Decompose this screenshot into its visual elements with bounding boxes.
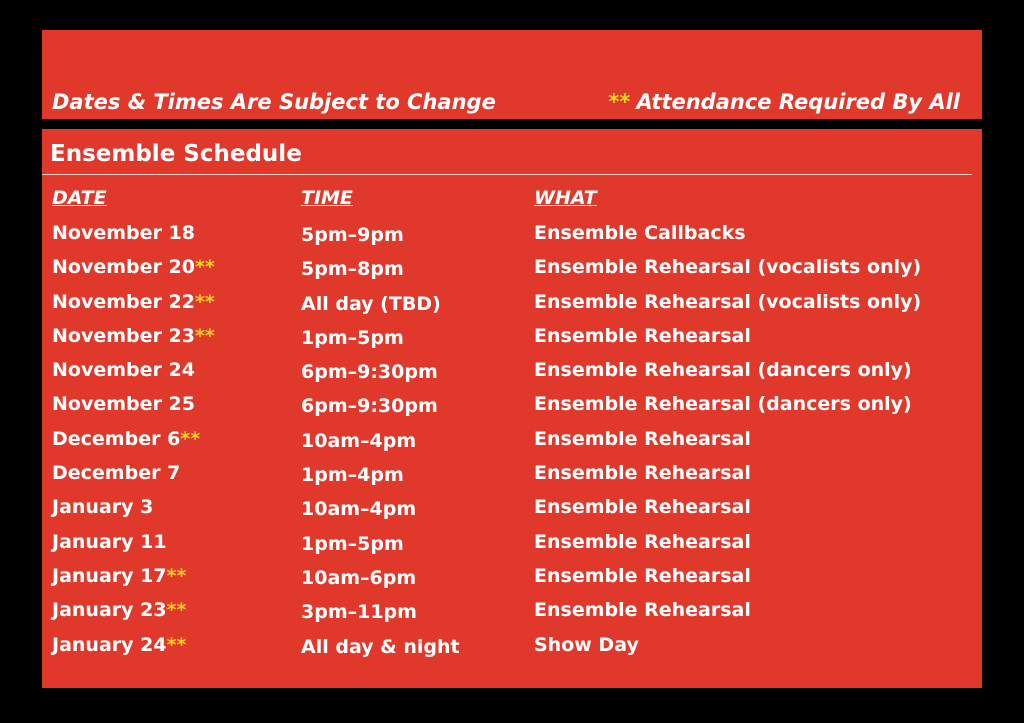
row-time: 1pm–5pm: [301, 532, 404, 555]
row-time: 6pm–9:30pm: [301, 361, 438, 384]
attendance-required-marker: **: [194, 256, 215, 279]
row-time: 10am–4pm: [301, 429, 417, 452]
schedule-row: [42, 460, 982, 494]
schedule-row: [42, 357, 982, 391]
attendance-required-marker: **: [166, 599, 187, 622]
row-date: [52, 391, 195, 417]
row-date: [52, 357, 195, 383]
attendance-required-marker: **: [166, 633, 187, 656]
row-date-text: January 17: [52, 564, 167, 587]
row-date-text: December 6: [52, 427, 181, 450]
row-time: 1pm–5pm: [301, 326, 404, 349]
row-time: 1pm–4pm: [301, 464, 404, 487]
row-date: [52, 494, 153, 520]
schedule-row: [42, 597, 982, 631]
row-activity: Ensemble Rehearsal (vocalists only): [534, 256, 922, 279]
row-date: [52, 529, 167, 555]
row-date-text: January 23: [52, 599, 167, 622]
notice-banner: [42, 30, 982, 119]
row-date: [52, 254, 215, 280]
row-time: All day & night: [301, 635, 460, 658]
attendance-stars: **: [608, 90, 631, 114]
schedule-row: [42, 529, 982, 563]
row-date-text: November 18: [52, 222, 195, 244]
schedule-row: [42, 494, 982, 528]
attendance-required-marker: **: [180, 427, 201, 450]
row-activity: Ensemble Rehearsal: [534, 496, 751, 519]
attendance-required-marker: **: [194, 324, 215, 347]
attendance-required-marker: **: [166, 564, 187, 587]
row-date-text: November 20: [52, 256, 195, 279]
row-date: [52, 289, 215, 315]
schedule-row: [42, 632, 982, 666]
row-date-text: November 25: [52, 393, 195, 416]
row-date: [52, 323, 215, 349]
column-header-time: TIME: [301, 187, 353, 209]
column-header-date: DATE: [52, 187, 107, 209]
row-activity: Ensemble Rehearsal: [534, 599, 751, 622]
schedule-row: [42, 391, 982, 425]
row-date-text: November 23: [52, 324, 195, 347]
schedule-row: [42, 563, 982, 597]
title-divider: [42, 174, 972, 175]
schedule-row: [42, 289, 982, 323]
row-date: [52, 220, 195, 246]
row-date-text: January 3: [52, 496, 154, 519]
row-date: [52, 597, 186, 623]
row-activity: Ensemble Rehearsal (vocalists only): [534, 290, 922, 313]
row-time: All day (TBD): [301, 292, 441, 315]
row-date: [52, 426, 200, 452]
change-notice: Dates & Times Are Subject to Change: [52, 90, 496, 114]
column-header-what: WHAT: [534, 187, 597, 209]
schedule-row: [42, 220, 982, 254]
row-date: [52, 460, 180, 486]
row-date-text: November 24: [52, 359, 195, 382]
attendance-notice: [608, 90, 960, 114]
row-time: 3pm–11pm: [301, 601, 417, 624]
schedule-title: Ensemble Schedule: [50, 141, 302, 167]
row-date-text: January 11: [52, 530, 167, 553]
row-time: 6pm–9:30pm: [301, 395, 438, 418]
row-activity: Show Day: [534, 633, 639, 656]
attendance-required-marker: **: [194, 290, 215, 313]
row-activity: Ensemble Rehearsal (dancers only): [534, 359, 912, 382]
row-activity: Ensemble Rehearsal: [534, 564, 751, 587]
row-activity: Ensemble Rehearsal: [534, 324, 751, 347]
row-time: 10am–6pm: [301, 566, 417, 589]
row-activity: Ensemble Rehearsal: [534, 462, 751, 485]
row-date-text: November 22: [52, 290, 195, 313]
row-date-text: January 24: [52, 633, 167, 656]
row-date: [52, 563, 186, 589]
schedule-panel: [42, 129, 982, 688]
row-time: 10am–4pm: [301, 498, 417, 521]
row-activity: Ensemble Rehearsal: [534, 427, 751, 450]
row-date-text: December 7: [52, 462, 181, 485]
row-time: 5pm–8pm: [301, 258, 404, 281]
schedule-rows: [42, 220, 982, 666]
schedule-row: [42, 323, 982, 357]
row-activity: Ensemble Rehearsal: [534, 530, 751, 553]
attendance-notice-text: Attendance Required By All: [636, 90, 960, 114]
schedule-row: [42, 426, 982, 460]
schedule-row: [42, 254, 982, 288]
row-time: 5pm–9pm: [301, 224, 404, 246]
row-date: [52, 632, 186, 658]
row-activity: Ensemble Callbacks: [534, 222, 746, 244]
row-activity: Ensemble Rehearsal (dancers only): [534, 393, 912, 416]
